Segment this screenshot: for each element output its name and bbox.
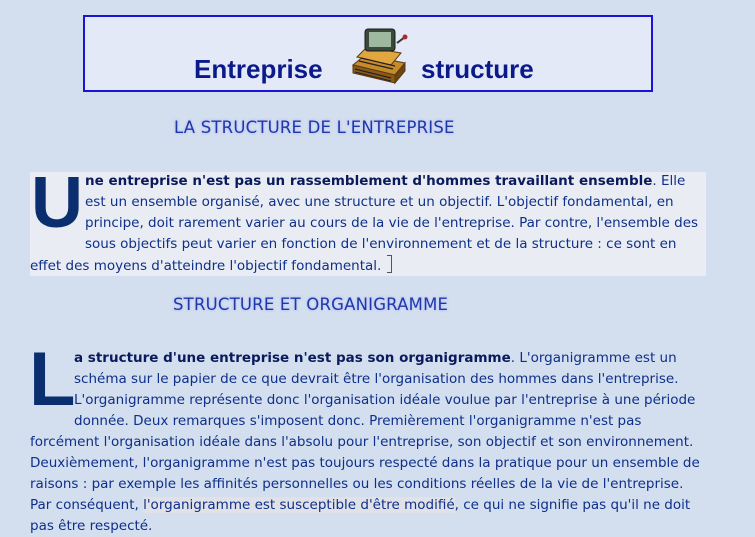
paragraph-structure xyxy=(30,171,725,276)
title-right-word: structure xyxy=(421,54,534,84)
paragraph-line xyxy=(30,495,730,516)
paragraph-line xyxy=(30,390,730,411)
line-text: donnée. Deux remarques s'imposent donc. Premièrement l'organigramme n'est pas xyxy=(74,413,642,429)
line-text: schéma sur le papier de ce que devrait être l'organisation des hommes dans l'entreprise. xyxy=(74,371,679,387)
line-text: . L'organigramme est un xyxy=(510,350,677,366)
selection-bracket-icon xyxy=(387,255,392,273)
paragraph-organigramme xyxy=(30,348,730,537)
title-left-word: Entreprise xyxy=(194,54,323,84)
line-text: raisons : par exemple les affinités personnelles ou les conditions réelles de la vie de l'entreprise. xyxy=(30,476,684,492)
section-heading-structure xyxy=(174,118,455,137)
paragraph-line xyxy=(30,453,730,474)
lead-phrase: ne entreprise n'est pas un rassemblement d'hommes travaillant ensemble xyxy=(85,173,653,189)
highlighted-text: l'organigramme est susceptible d'être modifié xyxy=(143,497,455,513)
paragraph-line xyxy=(30,255,725,276)
paragraph-line xyxy=(30,171,725,192)
line-text: L'organigramme représente donc l'organisation idéale voulue par l'entreprise à une période xyxy=(74,392,696,408)
line-text: effet des moyens d'atteindre l'objectif fondamental. xyxy=(30,258,382,274)
paragraph-line xyxy=(30,213,725,234)
paragraph-line xyxy=(30,234,725,255)
machine-icon xyxy=(343,23,411,87)
section-heading-text: STRUCTURE ET ORGANIGRAMME xyxy=(173,295,449,314)
line-text: , ce qui ne signifie pas qu'il ne doit xyxy=(454,497,691,513)
line-text: Deuxièmement, l'organigramme n'est pas toujours respecté dans la pratique pour un ensemble de xyxy=(30,455,700,471)
lead-phrase: a structure d'une entreprise n'est pas son organigramme xyxy=(74,350,511,366)
section-heading-text: LA STRUCTURE DE L'ENTREPRISE xyxy=(174,118,455,137)
line-text: principe, doit rarement varier au cours de la vie de l'entreprise. Par contre, l'ensemble des xyxy=(85,215,699,231)
line-text: est un ensemble organisé, avec une structure et un objectif. L'objectif fondamental, en xyxy=(85,194,674,210)
paragraph-line xyxy=(30,348,730,369)
line-text: forcément l'organisation idéale dans l'absolu pour l'entreprise, son objectif et son environnement. xyxy=(30,434,694,450)
line-text: pas être respecté. xyxy=(30,518,153,534)
paragraph-line xyxy=(30,192,725,213)
paragraph-line xyxy=(30,474,730,495)
line-text: . Elle xyxy=(652,173,686,189)
paragraph-line xyxy=(30,369,730,390)
drop-cap: L xyxy=(29,337,76,422)
paragraph-line xyxy=(30,432,730,453)
paragraph-line xyxy=(30,411,730,432)
line-text: sous objectifs peut varier en fonction de l'environnement et de la structure : ce sont en xyxy=(85,236,677,252)
section-heading-organigramme xyxy=(173,295,448,314)
drop-cap: U xyxy=(31,163,83,243)
title-banner xyxy=(83,15,653,92)
line-text: Par conséquent, xyxy=(30,497,144,513)
